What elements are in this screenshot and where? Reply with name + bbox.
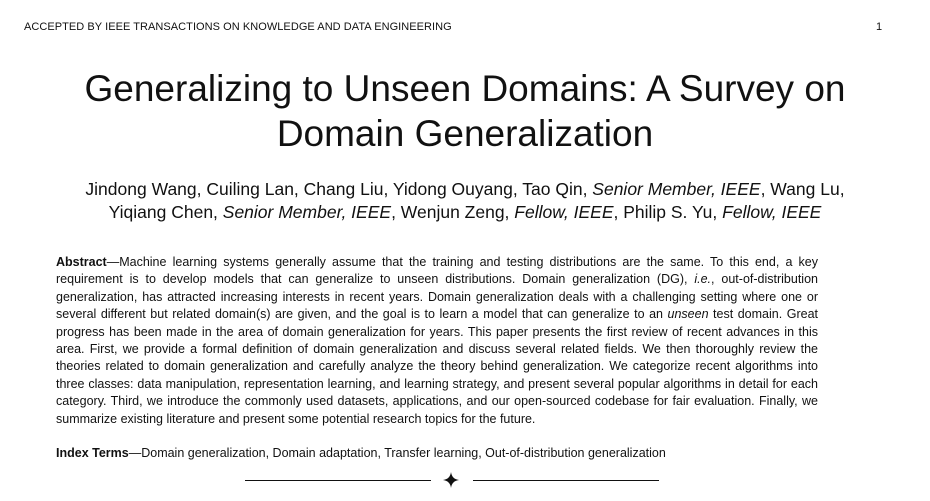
author-role: Fellow, IEEE (514, 202, 614, 222)
abstract-emphasis: unseen (667, 307, 709, 322)
abstract-emphasis: i.e. (694, 272, 712, 287)
author-line-1-tail: , Wang Lu, (760, 179, 845, 199)
abstract (56, 254, 818, 428)
abstract-text: —Machine learning systems generally assume that the training and testing distributions are the same. To this end, a key requirement is to develop models that can generalize to unseen distributions. Domain generalization (DG), (56, 255, 818, 287)
paper-title (0, 66, 930, 156)
author-role: Senior Member, IEEE (592, 179, 761, 199)
title-line-2: Domain Generalization (276, 113, 654, 154)
author-list (0, 178, 930, 224)
divider-rule-right (473, 480, 659, 481)
index-terms (56, 445, 818, 462)
divider-rule-left (245, 480, 431, 481)
section-divider (245, 471, 659, 489)
running-header: ACCEPTED BY IEEE TRANSACTIONS ON KNOWLEDGE AND DATA ENGINEERING (24, 21, 452, 33)
page-number: 1 (876, 21, 883, 33)
index-terms-label: Index Terms (56, 446, 129, 460)
author-line-2-names: Yiqiang Chen, (108, 202, 223, 222)
abstract-text: , out-of-distribution generalization, has attracted increasing interests in recent years. Domain generalization deals with a challenging setting where one or several different but related domain(s) are given, and the goal is to learn a model that can generalize to an (56, 272, 818, 322)
index-terms-text: —Domain generalization, Domain adaptation, Transfer learning, Out-of-distribution generalization (128, 446, 666, 460)
title-line-1: Generalizing to Unseen Domains: A Survey on (84, 68, 846, 109)
author-line-1-names: Jindong Wang, Cuiling Lan, Chang Liu, Yidong Ouyang, Tao Qin, (85, 179, 593, 199)
author-role: Fellow, IEEE (722, 202, 822, 222)
author-line-2-mid: , Philip S. Yu, (613, 202, 723, 222)
abstract-text: test domain. Great progress has been made in the area of domain generalization for years. This paper presents the first review of recent advances in this area. First, we provide a formal definition of domain generalization and discuss several related fields. We then thoroughly review the theories related to domain generalization and carefully analyze the theory behind generalization. We categorize recent algorithms into three classes: data manipulation, representation learning, and learning strategy, and present several popular algorithms in detail for each category. Third, we introduce the commonly used datasets, applications, and our open-sourced codebase for fair evaluation. Finally, we summarize existing literature and present some potential research topics for the future. (56, 307, 818, 426)
four-point-star-icon (443, 472, 459, 488)
abstract-label: Abstract (56, 255, 107, 269)
author-role: Senior Member, IEEE (222, 202, 392, 222)
author-line-2-mid: , Wenjun Zeng, (391, 202, 515, 222)
